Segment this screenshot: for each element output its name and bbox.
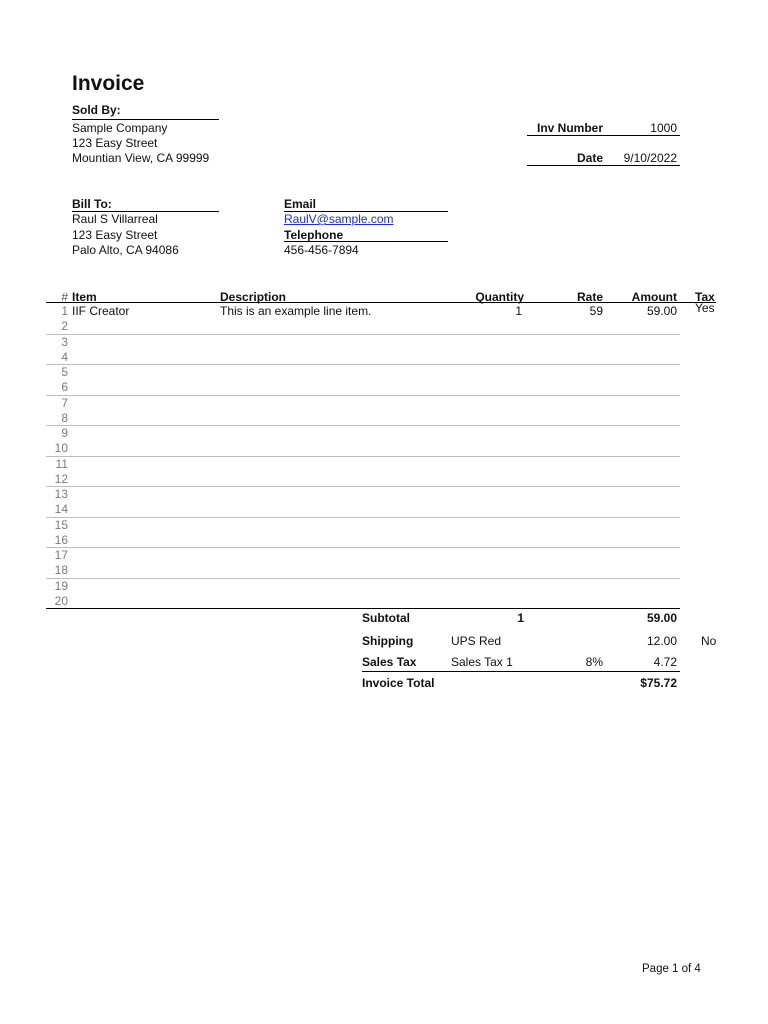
- table-bottom-line: [46, 608, 680, 609]
- invoice-total-label: Invoice Total: [362, 676, 435, 690]
- page-title: Invoice: [72, 72, 145, 95]
- telephone-value: 456-456-7894: [284, 243, 359, 257]
- col-header-num: #: [61, 290, 68, 304]
- inv-number-label: Inv Number: [536, 121, 603, 135]
- shipping-amount: 12.00: [646, 634, 677, 648]
- sold-by-city: Mountian View, CA 99999: [72, 151, 210, 165]
- row-divider: [46, 425, 680, 426]
- row-1-quantity: 1: [515, 304, 522, 318]
- sales-tax-amount: 4.72: [653, 655, 677, 669]
- page-indicator: Page 1 of 4: [642, 963, 701, 975]
- line-number: 6: [61, 380, 68, 395]
- line-number: 5: [61, 365, 68, 379]
- row-divider: [46, 334, 680, 335]
- line-number: 18: [54, 563, 68, 578]
- row-divider: [46, 456, 680, 457]
- bill-to-label: Bill To:: [72, 197, 112, 211]
- inv-number-underline: [527, 135, 680, 136]
- line-number: 17: [54, 548, 68, 562]
- line-number: 3: [61, 334, 68, 349]
- email-link[interactable]: RaulV@sample.com: [284, 212, 394, 226]
- date-label: Date: [576, 151, 603, 165]
- row-divider: [46, 547, 680, 548]
- line-number: 20: [54, 593, 68, 608]
- row-divider: [46, 364, 680, 365]
- sold-by-street: 123 Easy Street: [72, 136, 158, 150]
- col-header-item: Item: [72, 290, 97, 304]
- row-1-amount: 59.00: [646, 304, 677, 318]
- line-number: 12: [54, 471, 68, 486]
- date-value: 9/10/2022: [623, 151, 677, 165]
- col-header-rate: Rate: [576, 290, 603, 304]
- row-divider: [46, 517, 680, 518]
- col-header-quantity: Quantity: [475, 290, 524, 304]
- line-number: 14: [54, 502, 68, 517]
- row-divider: [46, 578, 680, 579]
- invoice-total-rule: [362, 671, 680, 672]
- bill-to-city: Palo Alto, CA 94086: [72, 243, 179, 257]
- line-number: 11: [55, 456, 68, 471]
- subtotal-label: Subtotal: [362, 611, 410, 625]
- row-1-description: This is an example line item.: [220, 304, 372, 318]
- sold-by-label: Sold By:: [72, 103, 121, 117]
- line-number: 7: [61, 395, 68, 410]
- shipping-method: UPS Red: [451, 634, 502, 648]
- telephone-label: Telephone: [284, 228, 344, 242]
- sales-tax-label: Sales Tax: [362, 655, 417, 669]
- telephone-underline: [284, 241, 448, 242]
- sold-by-underline: [72, 119, 219, 120]
- row-divider: [46, 395, 680, 396]
- line-number: 16: [54, 532, 68, 547]
- row-1-tax: Yes: [695, 301, 715, 315]
- row-divider: [46, 486, 680, 487]
- date-underline: [527, 165, 680, 166]
- table-header-underline: [46, 302, 716, 303]
- subtotal-quantity: 1: [517, 611, 524, 625]
- col-header-description: Description: [220, 290, 287, 304]
- sold-by-company: Sample Company: [72, 121, 168, 135]
- line-number: 10: [54, 441, 68, 456]
- row-1-rate: 59: [589, 304, 603, 318]
- line-number: 1: [61, 304, 68, 318]
- email-label: Email: [284, 197, 317, 211]
- shipping-tax: No: [701, 634, 717, 648]
- bill-to-name: Raul S Villarreal: [72, 212, 158, 226]
- line-number: 13: [54, 487, 68, 501]
- line-number: 4: [61, 349, 68, 364]
- line-number: 8: [61, 410, 68, 425]
- line-number: 15: [54, 517, 68, 532]
- inv-number-value: 1000: [650, 121, 677, 135]
- sales-tax-name: Sales Tax 1: [451, 655, 513, 669]
- col-header-amount: Amount: [631, 290, 677, 304]
- shipping-label: Shipping: [362, 634, 414, 648]
- bill-to-street: 123 Easy Street: [72, 228, 158, 242]
- col-header-tax: Tax: [695, 290, 715, 304]
- sales-tax-rate: 8%: [585, 655, 603, 669]
- line-number: 19: [54, 578, 68, 593]
- line-number: 2: [61, 319, 68, 334]
- row-1-item: IIF Creator: [72, 304, 130, 318]
- invoice-total-amount: $75.72: [640, 676, 677, 690]
- subtotal-amount: 59.00: [646, 611, 677, 625]
- line-number: 9: [61, 426, 68, 440]
